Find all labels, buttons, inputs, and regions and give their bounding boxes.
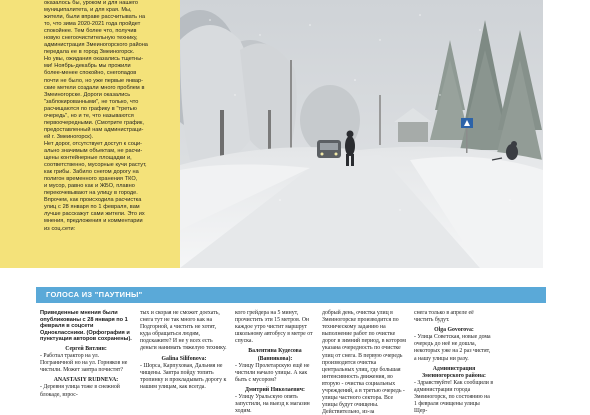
- comment-author: Валентина Кудесова (Ванникова):: [248, 348, 302, 362]
- sidebar-line: жители, были вправе рассчитывать на: [44, 14, 146, 21]
- sidebar-line: перекочевывают на улицу в городе.: [44, 190, 138, 197]
- comment-text: тых и скорая не сможет доехать, снега тут не так много как на Подгорной, а чистить не хотят, куда обращаться людям, подскажите? И не у всех есть деньги нанимать тяжелую технику.: [140, 310, 227, 352]
- sidebar-article-text: [44, 0, 176, 233]
- intro-note: Приведенные мнения были опубликованы с 28 января по 1 февраля в соцсети Одноклассники. (Орфография и пунктуация авторов сохранены).: [40, 310, 132, 343]
- sidebar-line: спокойнее. Тем более что, получив: [44, 28, 137, 35]
- column-5: [414, 310, 494, 415]
- sidebar-line: муниципалитета, и для края. Мы,: [44, 7, 132, 14]
- sidebar-line: Нет дорог, отсутствует доступ к соци-: [44, 140, 143, 147]
- comment-text: - Деревня улица тоже в снежной блокаде, взрос-: [40, 384, 120, 398]
- sidebar-line: ально значимым объектам, не расчи-: [44, 147, 143, 154]
- yellow-sidebar: [0, 0, 180, 268]
- sidebar-line: из соц.сети:: [44, 225, 76, 232]
- comment-text: - Шорса, Карпуховая, Дальняя не чищены. Завтра пойду топить тропинку и прокладывать дорогу к нашим улицам, как всегда.: [140, 362, 227, 390]
- sidebar-line: расчищаются по графику в "третью: [44, 105, 137, 112]
- right-margin: [543, 0, 590, 268]
- sidebar-line: полигон временного хранения ТКО,: [44, 176, 138, 183]
- sidebar-line: почти не было, но уже первые январ-: [44, 77, 143, 84]
- sidebar-line: то, что зима 2020-2021 года пройдет: [44, 21, 141, 28]
- comment-text: кого грейдера на 5 минут, прочистить эти 15 метров. Он каждое утро чистит маршрут школьному автобусу в метре от спуска.: [235, 310, 313, 345]
- comment-text: - Работал трактор на ул. Пограничной но на ул. Горняков не чистили. Может завтра почистят?: [40, 353, 128, 374]
- column-2: [140, 310, 228, 391]
- sidebar-line: ми! Ноябрь-декабрь мы прожили: [44, 63, 131, 70]
- sidebar-line: ские метели создали много проблем в: [44, 84, 145, 91]
- sidebar-line: Но увы, ожидания оказались тщетны-: [44, 56, 144, 63]
- sidebar-line: передала ее в город Змеиногорск.: [44, 49, 135, 56]
- snowy-street-photo: [180, 0, 543, 268]
- sidebar-line: оказалось бы, уроком и для нашего: [44, 0, 139, 6]
- sidebar-line: как грибы. Забило снегом дорогу на: [44, 169, 139, 176]
- sidebar-line: щены контейнерные площадки и,: [44, 155, 132, 162]
- sidebar-line: предоставленный нам администраци-: [44, 126, 144, 133]
- column-1: [40, 310, 132, 399]
- section-title: ГОЛОСА ИЗ "ПАУТИНЫ": [46, 290, 143, 299]
- comment-author: Olga Govorova:: [434, 327, 474, 334]
- comment-text: снега только в апреле её чистить будут.: [414, 310, 474, 324]
- comment-author: ANASTASIY RUDNEVA:: [53, 377, 119, 384]
- comment-author: Администрация Змеиногорского района:: [422, 365, 486, 379]
- sidebar-line: администрация Змеиногорского района: [44, 42, 148, 49]
- sidebar-line: "заблокированными", не только, что: [44, 98, 139, 105]
- sidebar-line: и мусор, равно как и ЖБО, плавно: [44, 183, 135, 190]
- comment-text: - Здравствуйте! Как сообщили в администрации города Змеиногорск, по состоянию на 1 февраля очищены улицы Щер-: [414, 379, 494, 415]
- sidebar-line: мнения, предложения и комментарии: [44, 218, 143, 225]
- comment-text: - Улицу Уральскую опять запустили, на выезд к магазин ходим.: [235, 394, 310, 415]
- sidebar-line: более-менее спокойно, снегопадов: [44, 70, 137, 77]
- comment-author: Galina Silifonova:: [161, 355, 207, 362]
- sidebar-line: очередь", но и те, что называются: [44, 112, 134, 119]
- sidebar-line: Впрочем, как происходила расчистка: [44, 197, 142, 204]
- sidebar-line: Змеиногорске. Дороги оказались: [44, 91, 131, 98]
- sidebar-line: улиц с 28 января по 1 февраля, вам: [44, 204, 140, 211]
- comment-author: Сергей Вятлин:: [65, 345, 107, 352]
- column-4: [322, 310, 407, 415]
- sidebar-line: первоочередными. (Смотрите график,: [44, 119, 144, 126]
- sidebar-line: ей г. Змеиногорск).: [44, 133, 94, 140]
- comment-text: - Улицу Пролетарскую ещё не чистили начало улицы. А как быть с мусором?: [235, 362, 310, 383]
- sidebar-line: лучше расскажут сами жители. Это их: [44, 211, 145, 218]
- sidebar-line: соответственно, мусорные кучи растут,: [44, 162, 147, 169]
- column-3: [235, 310, 315, 415]
- sidebar-line: новую снегоочистительную технику,: [44, 35, 138, 42]
- comment-text: - Улица Советская, новые дома очередь до неё не дошла, некоторых уже на 2 раз чистят, а нашу улицы ни разу.: [414, 334, 491, 362]
- comment-author: Дмитрий Николаевич:: [245, 386, 305, 393]
- comment-text: добрый день, очистка улиц в Змеиногорске производится по техническому заданию на выполнение работ по очистке дорог в зимний период, в котором указана очередность по очистке улиц от снега. В первую очередь производится очистка центральных улиц, где большая интенсивность движения, во вторую - очистка социальных учреждений, а в третью очередь - улицы частного сектора. Все улицы будут очищены. Действительно, из-за: [322, 310, 406, 415]
